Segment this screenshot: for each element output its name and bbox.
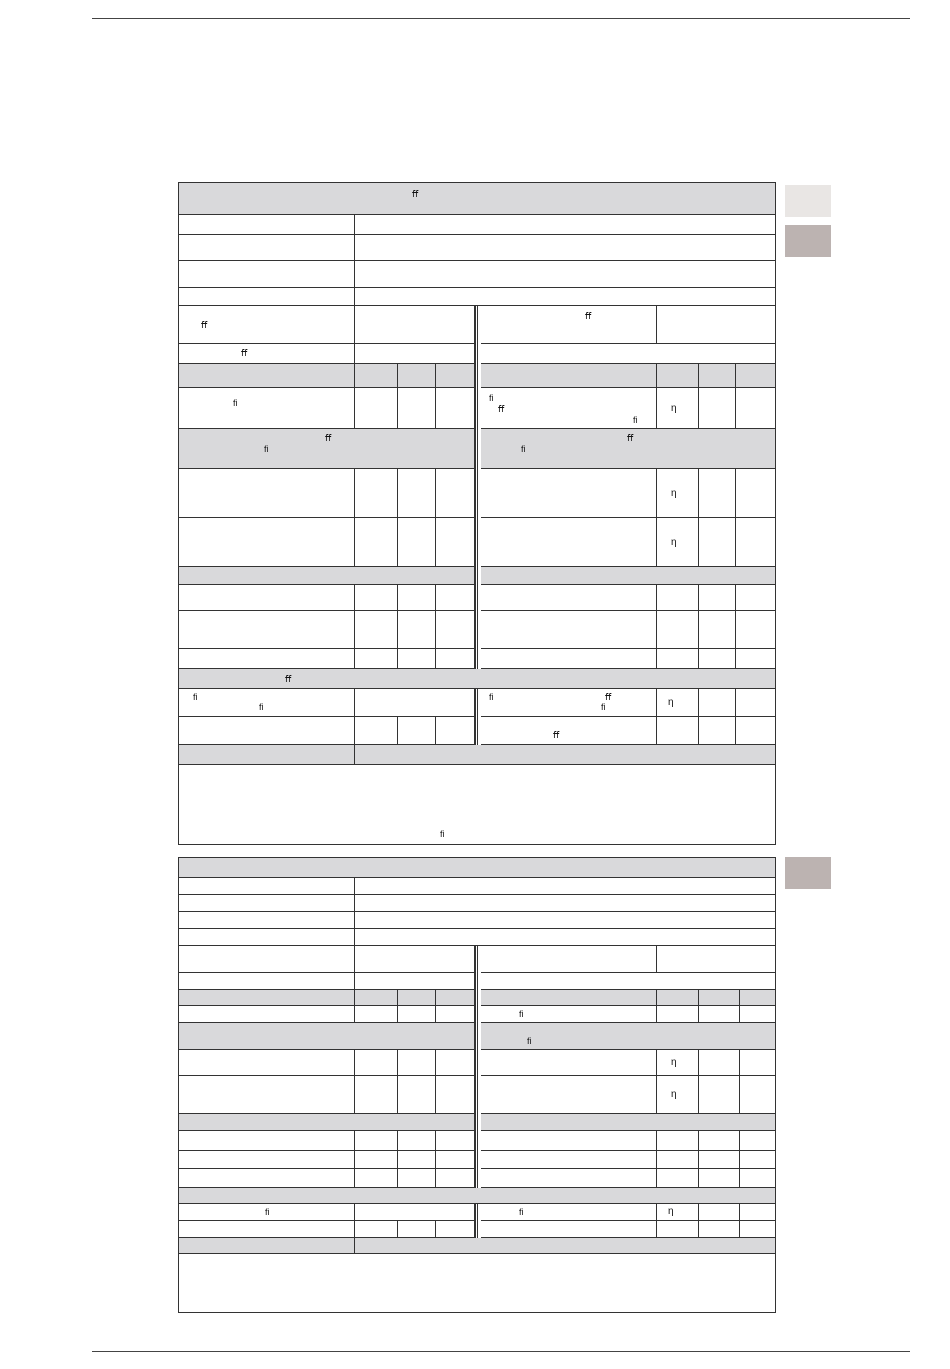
spec-table-2 — [178, 857, 776, 1313]
data-label — [179, 649, 355, 669]
section-header-full — [179, 669, 775, 689]
data-cell — [436, 611, 475, 649]
row-value — [355, 344, 475, 364]
eta-symbol: η — [671, 537, 677, 548]
data-cell — [657, 611, 699, 649]
data-cell — [436, 1151, 475, 1169]
section-header-left — [179, 429, 475, 469]
ligature-fi: ﬁ — [521, 444, 526, 454]
data-cell — [398, 717, 436, 745]
ligature-fi: ﬁ — [259, 702, 264, 712]
data-label-right — [481, 518, 657, 567]
data-label — [179, 1050, 355, 1076]
eta-symbol: η — [671, 403, 677, 414]
data-label — [179, 1221, 355, 1238]
data-cell — [355, 388, 398, 429]
row-value — [355, 929, 775, 946]
data-label — [179, 585, 355, 611]
data-label — [179, 611, 355, 649]
data-cell — [736, 585, 775, 611]
column-header — [657, 990, 699, 1006]
section-tab-dark — [785, 225, 831, 257]
data-cell — [436, 1221, 475, 1238]
data-cell — [355, 1169, 398, 1188]
column-header — [699, 364, 736, 388]
data-cell — [699, 518, 736, 567]
data-label — [179, 1076, 355, 1114]
data-cell — [657, 717, 699, 745]
data-label-right — [481, 585, 657, 611]
data-cell — [355, 585, 398, 611]
data-cell — [736, 717, 775, 745]
eta-symbol: η — [671, 488, 677, 499]
row-label — [179, 946, 355, 973]
row-value — [355, 946, 475, 973]
row-value — [355, 973, 475, 990]
data-cell — [740, 1204, 775, 1221]
data-cell — [436, 717, 475, 745]
data-cell — [699, 649, 736, 669]
data-cell — [398, 1221, 436, 1238]
data-label-right — [481, 717, 657, 745]
data-label-right — [481, 469, 657, 518]
data-label — [179, 1131, 355, 1151]
ligature-ff: ﬀ — [627, 433, 634, 443]
data-cell — [740, 1131, 775, 1151]
column-header — [736, 364, 775, 388]
row-value — [355, 895, 775, 912]
data-cell — [736, 518, 775, 567]
data-cell — [398, 1151, 436, 1169]
column-header — [436, 364, 475, 388]
column-header — [179, 990, 355, 1006]
column-header — [740, 990, 775, 1006]
data-cell — [657, 1131, 699, 1151]
ligature-fi: ﬁ — [519, 1009, 524, 1019]
data-label — [179, 388, 355, 429]
top-rule — [92, 18, 910, 19]
data-cell — [398, 469, 436, 518]
double-divider — [475, 689, 478, 745]
column-header — [398, 364, 436, 388]
data-label — [179, 689, 355, 717]
double-divider — [475, 1204, 478, 1238]
data-cell — [398, 1131, 436, 1151]
data-cell — [699, 585, 736, 611]
data-cell — [699, 1076, 740, 1114]
ligature-fi: ﬁ — [193, 692, 198, 702]
ligature-ff: ﬀ — [241, 348, 248, 358]
data-cell — [436, 1131, 475, 1151]
ligature-fi: ﬁ — [527, 1036, 532, 1046]
data-label — [179, 469, 355, 518]
column-header — [355, 364, 398, 388]
data-cell — [740, 1221, 775, 1238]
data-label-right — [481, 388, 657, 429]
data-label-right — [481, 1169, 657, 1188]
row-value-right — [481, 973, 775, 990]
column-header — [398, 990, 436, 1006]
data-cell — [740, 1076, 775, 1114]
data-cell — [355, 1204, 475, 1221]
notes-area — [179, 1254, 775, 1312]
data-cell — [436, 518, 475, 567]
data-cell — [699, 1006, 740, 1023]
section-header-right — [481, 1023, 775, 1050]
section-header-left — [179, 1023, 475, 1050]
ligature-fi: ﬁ — [489, 692, 494, 702]
ligature-fi: ﬁ — [601, 702, 606, 712]
data-cell — [398, 649, 436, 669]
data-label-right — [481, 1151, 657, 1169]
notes-header — [355, 745, 775, 765]
data-cell — [436, 1050, 475, 1076]
data-cell — [398, 518, 436, 567]
data-cell — [355, 1006, 398, 1023]
data-label-right — [481, 649, 657, 669]
notes-label — [179, 745, 355, 765]
data-cell — [699, 1050, 740, 1076]
data-cell — [355, 689, 475, 717]
data-label-right — [481, 689, 657, 717]
subsection-header-right — [481, 1114, 775, 1131]
data-cell — [398, 611, 436, 649]
section-tab-light — [785, 185, 831, 217]
ligature-ff: ﬀ — [553, 730, 560, 740]
row-label — [179, 973, 355, 990]
data-label — [179, 1151, 355, 1169]
data-cell — [355, 1076, 398, 1114]
ligature-ff: ﬀ — [585, 311, 592, 321]
ligature-ff: ﬀ — [201, 320, 208, 330]
row-label — [179, 895, 355, 912]
double-divider — [475, 306, 478, 669]
data-cell — [736, 611, 775, 649]
spec-table-1 — [178, 182, 776, 845]
data-cell — [657, 469, 699, 518]
row-label — [179, 912, 355, 929]
ligature-ff: ﬀ — [498, 404, 505, 414]
data-cell — [355, 611, 398, 649]
data-cell — [657, 1076, 699, 1114]
column-header — [657, 364, 699, 388]
data-cell — [355, 1151, 398, 1169]
data-label-right — [481, 1050, 657, 1076]
section-header-full — [179, 1188, 775, 1204]
row-value — [355, 288, 775, 306]
data-cell — [736, 388, 775, 429]
data-cell — [398, 1076, 436, 1114]
ligature-fi: ﬁ — [233, 398, 238, 408]
bottom-rule — [92, 1351, 910, 1352]
row-value — [355, 878, 775, 895]
data-label — [179, 717, 355, 745]
data-cell — [740, 1151, 775, 1169]
data-label-right — [481, 1221, 657, 1238]
row-value — [355, 261, 775, 288]
data-cell — [699, 1151, 740, 1169]
data-cell — [398, 388, 436, 429]
row-value-right — [481, 344, 775, 364]
eta-symbol: η — [671, 1089, 677, 1100]
data-label-right — [481, 611, 657, 649]
data-label — [179, 1204, 355, 1221]
data-cell — [657, 388, 699, 429]
row-value-right — [657, 306, 775, 344]
eta-symbol: η — [668, 1206, 674, 1217]
data-cell — [398, 1169, 436, 1188]
data-cell — [436, 649, 475, 669]
ligature-ff: ﬀ — [285, 674, 292, 684]
data-cell — [436, 1076, 475, 1114]
data-cell — [657, 518, 699, 567]
data-cell — [355, 469, 398, 518]
data-cell — [740, 1169, 775, 1188]
row-label — [179, 235, 355, 261]
data-cell — [657, 649, 699, 669]
subsection-header-right — [481, 567, 775, 585]
column-header — [481, 990, 657, 1006]
data-cell — [699, 689, 736, 717]
ligature-ff: ﬀ — [325, 433, 332, 443]
data-cell — [736, 469, 775, 518]
data-cell — [736, 649, 775, 669]
data-cell — [699, 469, 736, 518]
data-cell — [740, 1006, 775, 1023]
row-value — [355, 306, 475, 344]
column-header — [179, 364, 355, 388]
data-cell — [657, 585, 699, 611]
data-label — [179, 1006, 355, 1023]
notes-header — [355, 1238, 775, 1254]
table-2-title-row — [179, 858, 775, 878]
section-header-right — [481, 429, 775, 469]
row-label — [179, 344, 355, 364]
data-cell — [699, 388, 736, 429]
data-label-right — [481, 1131, 657, 1151]
data-cell — [355, 1221, 398, 1238]
data-cell — [657, 689, 699, 717]
row-value — [355, 912, 775, 929]
data-cell — [699, 1204, 740, 1221]
data-cell — [436, 469, 475, 518]
ligature-fi: ﬁ — [633, 415, 638, 425]
data-cell — [355, 649, 398, 669]
column-header — [699, 990, 740, 1006]
data-cell — [699, 717, 736, 745]
eta-symbol: η — [671, 1057, 677, 1068]
table-1-title-row — [179, 183, 775, 215]
data-cell — [657, 1151, 699, 1169]
section-tab-dark-2 — [785, 857, 831, 889]
double-divider — [475, 946, 478, 1188]
eta-symbol: η — [668, 697, 674, 708]
row-value — [355, 215, 775, 235]
subsection-header-left — [179, 567, 475, 585]
row-label-right — [481, 306, 657, 344]
data-cell — [398, 1006, 436, 1023]
notes-label — [179, 1238, 355, 1254]
row-label — [179, 306, 355, 344]
data-cell — [736, 689, 775, 717]
data-cell — [740, 1050, 775, 1076]
data-cell — [436, 388, 475, 429]
data-cell — [657, 1221, 699, 1238]
data-cell — [398, 585, 436, 611]
row-label — [179, 261, 355, 288]
ligature-fi: ﬁ — [264, 444, 269, 454]
row-label-right — [481, 946, 657, 973]
data-label — [179, 518, 355, 567]
data-cell — [699, 1221, 740, 1238]
column-header — [355, 990, 398, 1006]
row-label — [179, 929, 355, 946]
row-label — [179, 215, 355, 235]
data-cell — [657, 1006, 699, 1023]
data-label-right — [481, 1076, 657, 1114]
data-label-right — [481, 1006, 657, 1023]
notes-area — [179, 765, 775, 844]
column-header — [436, 990, 475, 1006]
data-cell — [699, 1131, 740, 1151]
ligature-fi: ﬁ — [440, 829, 445, 839]
ligature-fi: ﬁ — [519, 1207, 524, 1217]
data-cell — [657, 1050, 699, 1076]
data-cell — [436, 585, 475, 611]
subsection-header-left — [179, 1114, 475, 1131]
data-label-right — [481, 1204, 657, 1221]
ligature-fi: ﬁ — [489, 393, 494, 403]
ligature-fi: ﬁ — [265, 1207, 270, 1217]
data-cell — [699, 611, 736, 649]
data-cell — [699, 1169, 740, 1188]
data-cell — [355, 1050, 398, 1076]
data-cell — [436, 1006, 475, 1023]
data-label — [179, 1169, 355, 1188]
ligature-ff: ﬀ — [605, 692, 612, 702]
row-label — [179, 288, 355, 306]
data-cell — [436, 1169, 475, 1188]
row-label — [179, 878, 355, 895]
data-cell — [657, 1204, 699, 1221]
row-value — [355, 235, 775, 261]
column-header — [481, 364, 657, 388]
data-cell — [355, 1131, 398, 1151]
data-cell — [398, 1050, 436, 1076]
data-cell — [355, 518, 398, 567]
data-cell — [355, 717, 398, 745]
ligature-ff: ﬀ — [412, 189, 419, 199]
row-value-right — [657, 946, 775, 973]
data-cell — [657, 1169, 699, 1188]
